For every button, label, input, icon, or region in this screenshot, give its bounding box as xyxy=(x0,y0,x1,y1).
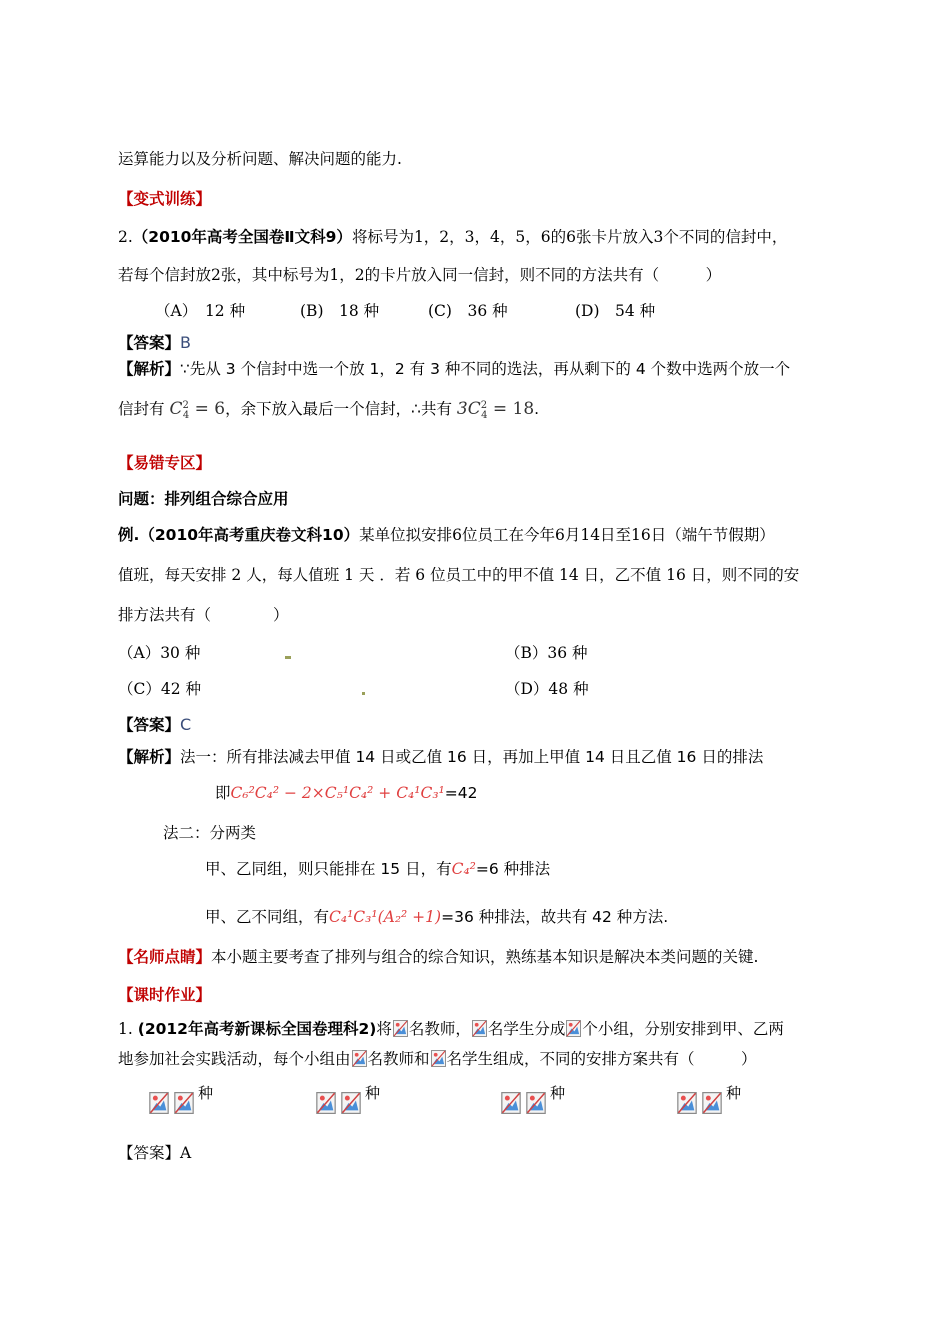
homework-source: (2012年高考新课标全国卷理科2) xyxy=(137,1020,377,1038)
homework-choice-a: 种 xyxy=(148,1092,213,1115)
example-source: （2010年高考重庆卷文科10） xyxy=(139,526,360,544)
option-c: (C) 36 种 xyxy=(428,302,508,320)
example-option-c: （C）42 种 xyxy=(118,680,202,698)
broken-image-icon xyxy=(501,1092,521,1114)
example-line-2: 值班，每天安排 2 人，每人值班 1 天 ．若 6 位员工中的甲不值 14 日，乙不值 16 日，则不同的安 xyxy=(118,566,800,584)
answer-line: 【答案】B xyxy=(118,333,191,352)
example-option-d: （D）48 种 xyxy=(505,680,589,698)
section-heading-yicuo: 【易错专区】 xyxy=(118,454,212,472)
homework-choice-b: 种 xyxy=(315,1092,380,1115)
homework-choice-c: 种 xyxy=(500,1092,565,1115)
example-analysis-line-3: 法二：分两类 xyxy=(163,824,257,842)
homework-answer-line: 【答案】A xyxy=(118,1144,192,1162)
broken-image-icon xyxy=(393,1020,408,1037)
example-option-a: （A）30 种 xyxy=(118,644,201,662)
example-analysis-line-1: 【解析】法一：所有排法减去甲值 14 日或乙值 16 日，再加上甲值 14 日且乙值 16 日的排法 xyxy=(118,748,764,766)
example-answer-line: 【答案】C xyxy=(118,715,192,734)
example-option-b: （B）36 种 xyxy=(505,644,588,662)
example-analysis-line-2: 即C₆²C₄² − 2×C₅¹C₄² + C₄¹C₃¹=42 xyxy=(215,784,478,802)
formula-method-1: C₆²C₄² − 2×C₅¹C₄² + C₄¹C₃¹ xyxy=(230,784,445,802)
broken-image-icon xyxy=(352,1050,367,1067)
analysis-line-2: 信封有 $C^2_4 = 6$，余下放入最后一个信封，∴共有 $3C^2_4 = 18$. xyxy=(118,399,540,421)
option-d: (D) 54 种 xyxy=(575,302,656,320)
formula-c42-red: C₄² xyxy=(451,860,476,878)
homework-1-line-1: 1. (2012年高考新课标全国卷理科2)将 名教师， 名学生分成 个小组，分别安排到甲、乙两 xyxy=(118,1020,784,1038)
broken-image-icon xyxy=(174,1092,194,1114)
broken-image-icon xyxy=(316,1092,336,1114)
analysis-line-1: 【解析】∵先从 3 个信封中选一个放 1，2 有 3 种不同的选法，再从剩下的 4 个数中选两个放一个 xyxy=(118,360,791,378)
option-b: (B) 18 种 xyxy=(300,302,380,320)
formula-3c42: $3C^2_4 = 18$ xyxy=(456,399,535,421)
broken-image-icon xyxy=(431,1050,446,1067)
example-answer-value: C xyxy=(180,715,192,734)
stray-mark xyxy=(362,692,365,695)
question-2-line-1: 2.（2010年高考全国卷Ⅱ文科9）将标号为1，2，3，4，5，6的6张卡片放入3个不同的信封中， xyxy=(118,228,788,246)
example-analysis-line-4: 甲、乙同组，则只能排在 15 日，有C₄²=6 种排法 xyxy=(205,860,551,878)
homework-1-line-2: 地参加社会实践活动，每个小组由 名教师和 名学生组成，不同的安排方案共有（ ） xyxy=(118,1050,757,1068)
section-heading-keshi: 【课时作业】 xyxy=(118,986,212,1004)
example-line-1: 例.（2010年高考重庆卷文科10）某单位拟安排6位员工在今年6月14日至16日（端午节假期） xyxy=(118,526,775,544)
broken-image-icon xyxy=(677,1092,697,1114)
question-2-line-2: 若每个信封放2张，其中标号为1，2的卡片放入同一信封，则不同的方法共有（ ） xyxy=(118,266,722,284)
text-line: 运算能力以及分析问题、解决问题的能力. xyxy=(118,150,402,168)
broken-image-icon xyxy=(472,1020,487,1037)
homework-answer-value: A xyxy=(180,1144,192,1162)
formula-c42: $C^2_4 = 6$ xyxy=(169,399,226,421)
example-line-3: 排方法共有（ ） xyxy=(118,606,289,624)
teacher-comment-line: 【名师点睛】本小题主要考查了排列与组合的综合知识，熟练基本知识是解决本类问题的关键. xyxy=(118,948,759,966)
broken-image-icon xyxy=(566,1020,581,1037)
section-heading-bianshi: 【变式训练】 xyxy=(118,190,212,208)
example-analysis-line-5: 甲、乙不同组，有C₄¹C₃¹(A₂² +1)=36 种排法，故共有 42 种方法. xyxy=(205,908,669,926)
option-a: （A） 12 种 xyxy=(155,302,246,320)
stray-mark xyxy=(285,656,291,659)
broken-image-icon xyxy=(341,1092,361,1114)
homework-choice-d: 种 xyxy=(676,1092,741,1115)
broken-image-icon xyxy=(702,1092,722,1114)
answer-value: B xyxy=(180,333,191,352)
formula-method-2: C₄¹C₃¹(A₂² +1) xyxy=(329,908,442,926)
problem-topic: 问题：排列组合综合应用 xyxy=(118,490,289,508)
broken-image-icon xyxy=(149,1092,169,1114)
question-source: （2010年高考全国卷Ⅱ文科9） xyxy=(132,228,352,246)
broken-image-icon xyxy=(526,1092,546,1114)
